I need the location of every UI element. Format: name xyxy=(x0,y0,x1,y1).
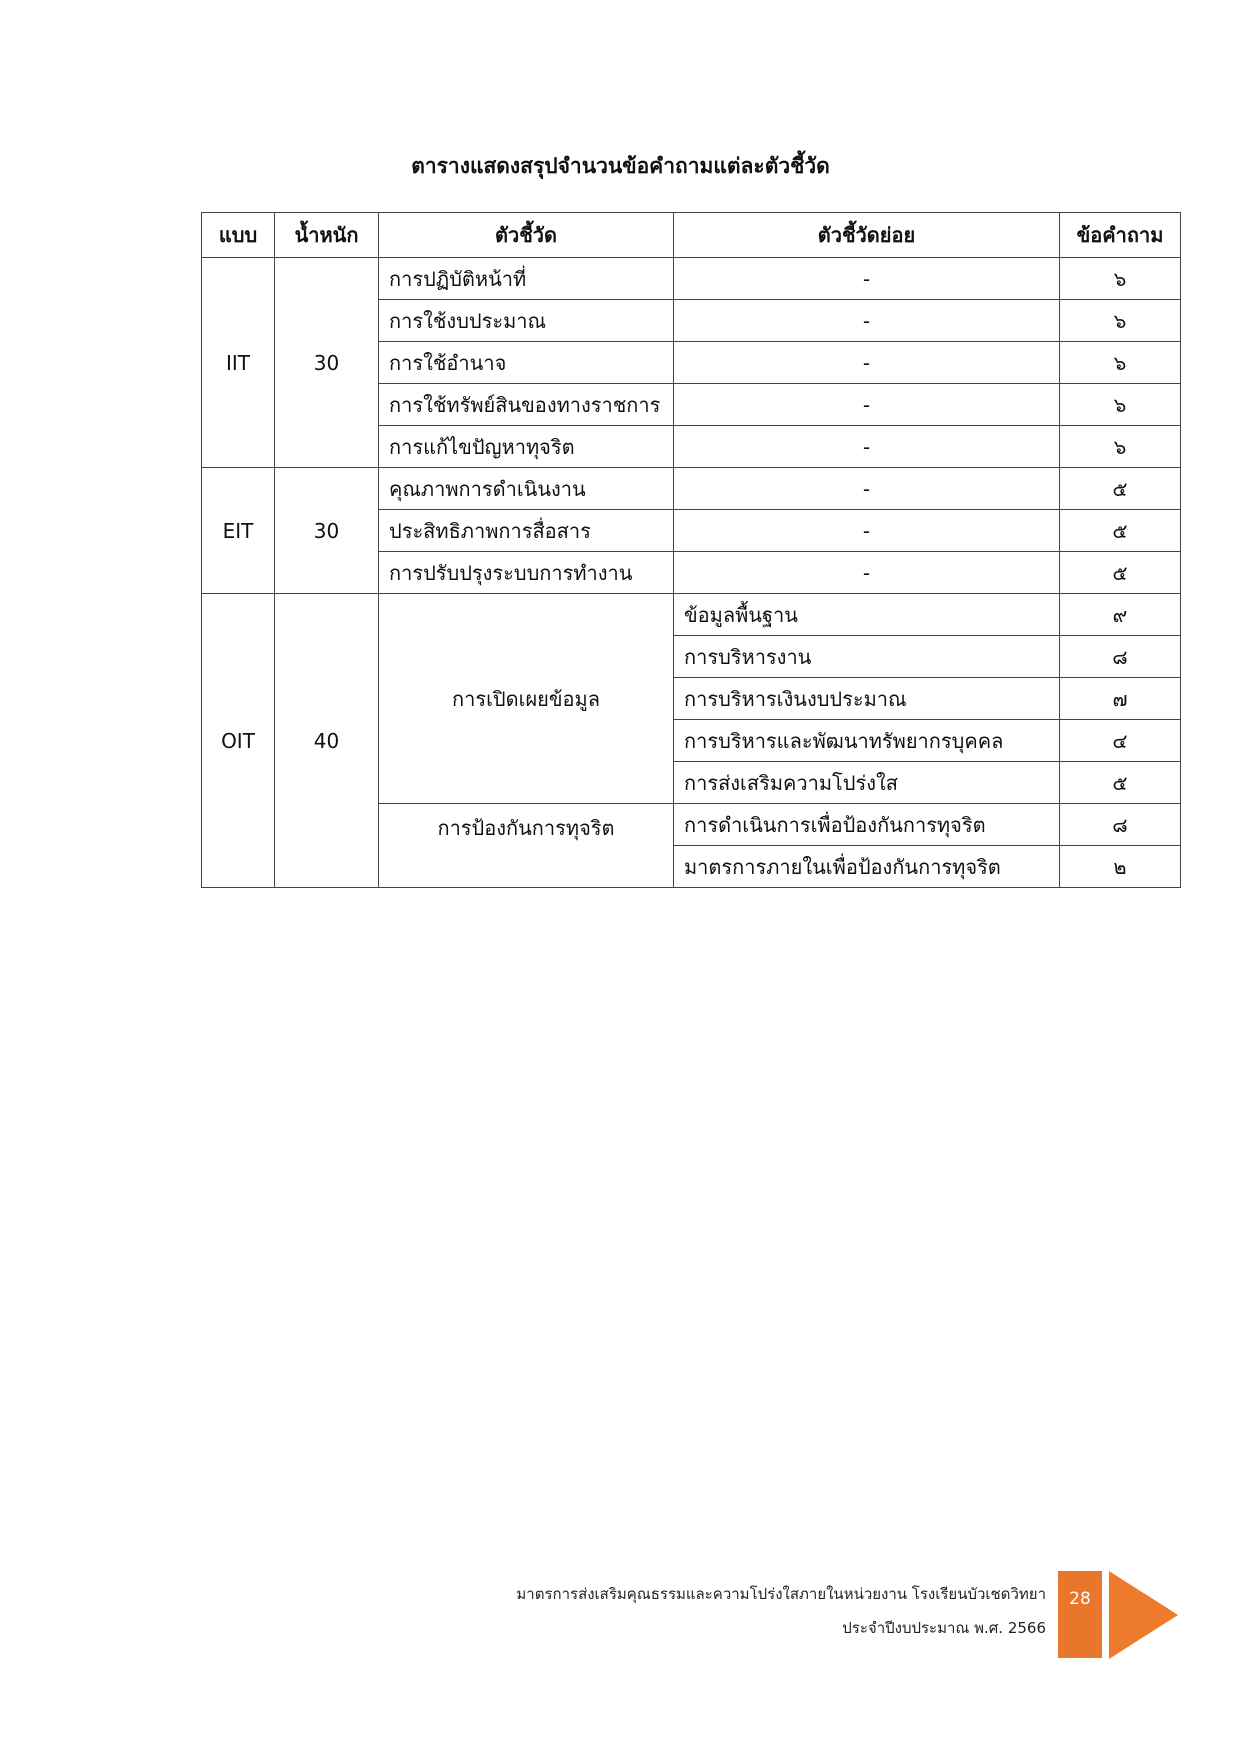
arrow-right-icon xyxy=(1109,1571,1178,1659)
question-count-cell: ๖ xyxy=(1060,258,1181,300)
indicator-summary-table xyxy=(201,212,1181,888)
page-footer xyxy=(516,1577,1046,1645)
indicator-cell: การแก้ไขปัญหาทุจริต xyxy=(379,426,674,468)
question-count-cell: ๕ xyxy=(1060,510,1181,552)
page-title: ตารางแสดงสรุปจำนวนข้อคำถามแต่ละตัวชี้วัด xyxy=(411,154,830,178)
sub-indicator-cell: การบริหารและพัฒนาทรัพยากรบุคคล xyxy=(674,720,1060,762)
indicator-cell: การป้องกันการทุจริต xyxy=(379,804,674,888)
weight-cell: 30 xyxy=(275,468,379,594)
weight-cell: 30 xyxy=(275,258,379,468)
table-row xyxy=(202,468,1181,510)
indicator-cell: ประสิทธิภาพการสื่อสาร xyxy=(379,510,674,552)
table-row xyxy=(202,594,1181,636)
type-cell: EIT xyxy=(202,468,275,594)
indicator-cell: การใช้อำนาจ xyxy=(379,342,674,384)
header-weight: น้ำหนัก xyxy=(275,213,379,258)
question-count-cell: ๙ xyxy=(1060,594,1181,636)
question-count-cell: ๗ xyxy=(1060,678,1181,720)
page-number-badge: 28 xyxy=(1058,1571,1102,1658)
sub-indicator-cell: การส่งเสริมความโปร่งใส xyxy=(674,762,1060,804)
sub-indicator-cell: ข้อมูลพื้นฐาน xyxy=(674,594,1060,636)
footer-fiscal-year: ประจำปีงบประมาณ พ.ศ. 2566 xyxy=(842,1619,1046,1637)
question-count-cell: ๔ xyxy=(1060,720,1181,762)
sub-indicator-cell: มาตรการภายในเพื่อป้องกันการทุจริต xyxy=(674,846,1060,888)
indicator-cell: การใช้งบประมาณ xyxy=(379,300,674,342)
type-cell: IIT xyxy=(202,258,275,468)
question-count-cell: ๒ xyxy=(1060,846,1181,888)
sub-indicator-cell: - xyxy=(674,342,1060,384)
footer-document-title: มาตรการส่งเสริมคุณธรรมและความโปร่งใสภายในหน่วยงาน โรงเรียนบัวเชดวิทยา xyxy=(516,1585,1046,1603)
header-sub-indicator: ตัวชี้วัดย่อย xyxy=(674,213,1060,258)
indicator-cell: การปฏิบัติหน้าที่ xyxy=(379,258,674,300)
question-count-cell: ๕ xyxy=(1060,552,1181,594)
sub-indicator-cell: - xyxy=(674,384,1060,426)
sub-indicator-cell: - xyxy=(674,258,1060,300)
question-count-cell: ๘ xyxy=(1060,804,1181,846)
sub-indicator-cell: - xyxy=(674,552,1060,594)
sub-indicator-cell: - xyxy=(674,468,1060,510)
header-indicator: ตัวชี้วัด xyxy=(379,213,674,258)
sub-indicator-cell: - xyxy=(674,510,1060,552)
question-count-cell: ๕ xyxy=(1060,468,1181,510)
sub-indicator-cell: การบริหารงาน xyxy=(674,636,1060,678)
indicator-cell: การปรับปรุงระบบการทำงาน xyxy=(379,552,674,594)
indicator-cell: การใช้ทรัพย์สินของทางราชการ xyxy=(379,384,674,426)
indicator-cell: การเปิดเผยข้อมูล xyxy=(379,594,674,804)
sub-indicator-cell: การบริหารเงินงบประมาณ xyxy=(674,678,1060,720)
sub-indicator-cell: - xyxy=(674,300,1060,342)
sub-indicator-cell: - xyxy=(674,426,1060,468)
type-cell: OIT xyxy=(202,594,275,888)
question-count-cell: ๖ xyxy=(1060,426,1181,468)
weight-cell: 40 xyxy=(275,594,379,888)
question-count-cell: ๖ xyxy=(1060,342,1181,384)
table-header-row xyxy=(202,213,1181,258)
question-count-cell: ๖ xyxy=(1060,384,1181,426)
table-row xyxy=(202,258,1181,300)
question-count-cell: ๕ xyxy=(1060,762,1181,804)
header-questions: ข้อคำถาม xyxy=(1060,213,1181,258)
question-count-cell: ๘ xyxy=(1060,636,1181,678)
sub-indicator-cell: การดำเนินการเพื่อป้องกันการทุจริต xyxy=(674,804,1060,846)
indicator-cell: คุณภาพการดำเนินงาน xyxy=(379,468,674,510)
header-type: แบบ xyxy=(202,213,275,258)
question-count-cell: ๖ xyxy=(1060,300,1181,342)
